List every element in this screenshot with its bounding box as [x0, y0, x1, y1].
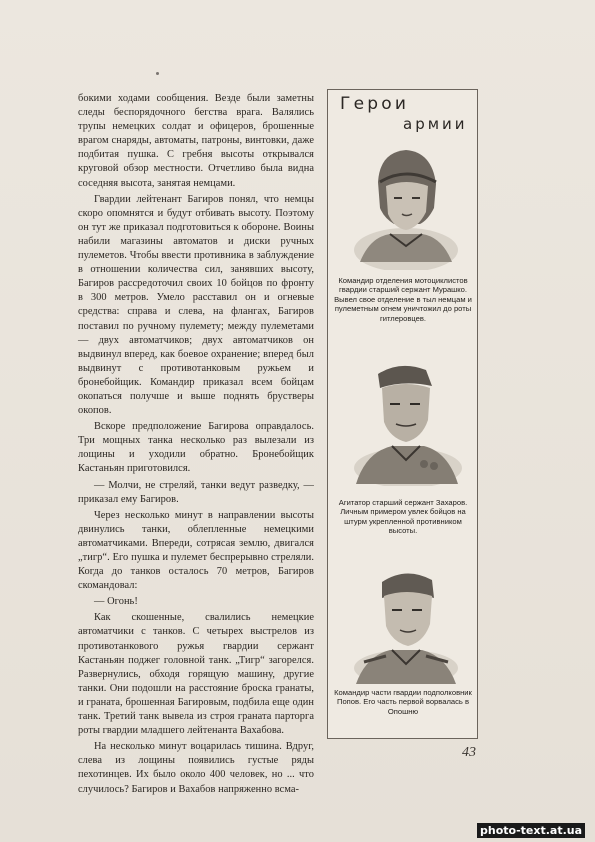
caption-zakharov: Агитатор старший сержант Захаров. Личным примером увлек бойцов на штурм укрепленной противником высоты. — [338, 498, 468, 536]
paragraph-2: Гвардии лейтенант Багиров понял, что немцы скоро опомнятся и будут отбивать высоту. Поэтому он тут же приказал подготовиться к обороне. Воины набили магазины автоматов и диски ручных пулеметов. Чтобы ввести противника в заблуждение в отношении количества сил, занявших высоту, Багиров рассредоточил своих 10 бойцов по фронту в 300 метров. Умело расставил он и огневые средства: справа и слева, на флангах, Багиров поставил по ручному пулемету; между пулеметами — двух автоматчиков; двух автоматчиков он выдвинул вперед, как боевое охранение; вперед был выдвинут с противотанковым ружьем и бронебойщик. Командир приказал всем бойцам окопаться получше и выше поднять брустверы окопов. — [78, 193, 314, 417]
portrait-zakharov-drawing — [348, 356, 462, 486]
sidebar-title-line2: армии — [403, 115, 468, 133]
portrait-popov — [350, 564, 462, 684]
article-column — [78, 92, 314, 799]
paragraph-8: На несколько минут воцарилась тишина. Вдруг, слева из лощины появились густые ряды пехотинцев. Их было около 400 человек, но ... что случилось? Багиров и Вахабов напряженно всма- — [78, 741, 314, 795]
scan-dot — [156, 72, 159, 75]
sidebar-title-line1: Герои — [340, 94, 410, 114]
caption-murashko: Командир отделения мотоциклистов гвардии старший сержант Мурашко. Вывел свое отделение в тыл немцам и пулеметным огнем уничтожил до роты гитлеровцев. — [334, 276, 472, 323]
paragraph-3: Вскоре предположение Багирова оправдалось. Три мощных танка несколько раз вылезали из лощины и уходили обратно. Бронебойщик Кастаньян приготовился. — [78, 421, 314, 475]
portrait-zakharov — [348, 356, 462, 486]
paragraph-4: — Молчи, не стреляй, танки ведут разведку, — приказал ему Багиров. — [78, 479, 314, 505]
heroes-sidebar — [327, 89, 478, 739]
site-watermark: photo-text.at.ua — [477, 823, 585, 838]
paragraph-1: бокими ходами сообщения. Везде были заметны следы беспорядочного бегства врага. Валялись трупы немецких солдат и офицеров, брошенные врагом снаряды, автоматы, патроны, винтовки, даже подбитая пушка. С гребня высоты открывался круговой обзор местности. Отчетливо была видна соседняя высота, занятая немцами. — [78, 93, 314, 189]
caption-popov: Командир части гвардии подполковник Попов. Его часть первой ворвалась в Опошню — [334, 688, 472, 716]
page-number: 43 — [462, 745, 476, 760]
paragraph-7: Как скошенные, свалились немецкие автоматчики с танков. С четырех выстрелов из противотанкового ружья гвардии сержант Кастаньян поджег головной танк. „Тигр“ загорелся. Развернулись, обходя горящую машину, другие танки. Они подошли на расстояние броска гранаты, и граната, брошенная Багировым, подбила еще один танк. Третий танк вывела из строя граната парторга роты гвардии младшего лейтенанта Вахабова. — [78, 612, 314, 737]
paragraph-5: Через несколько минут в направлении высоты двинулись танки, облепленные немецкими автоматчиками. Впереди, сотрясая землю, двигался „тигр“. Его пушка и пулемет беспрерывно стреляли. Когда до танков осталось 70 метров, Багиров скомандовал: — [78, 509, 314, 592]
portrait-murashko — [350, 142, 462, 270]
paragraph-6: — Огонь! — [94, 596, 138, 608]
portrait-murashko-drawing — [350, 142, 462, 270]
portrait-popov-drawing — [350, 564, 462, 684]
